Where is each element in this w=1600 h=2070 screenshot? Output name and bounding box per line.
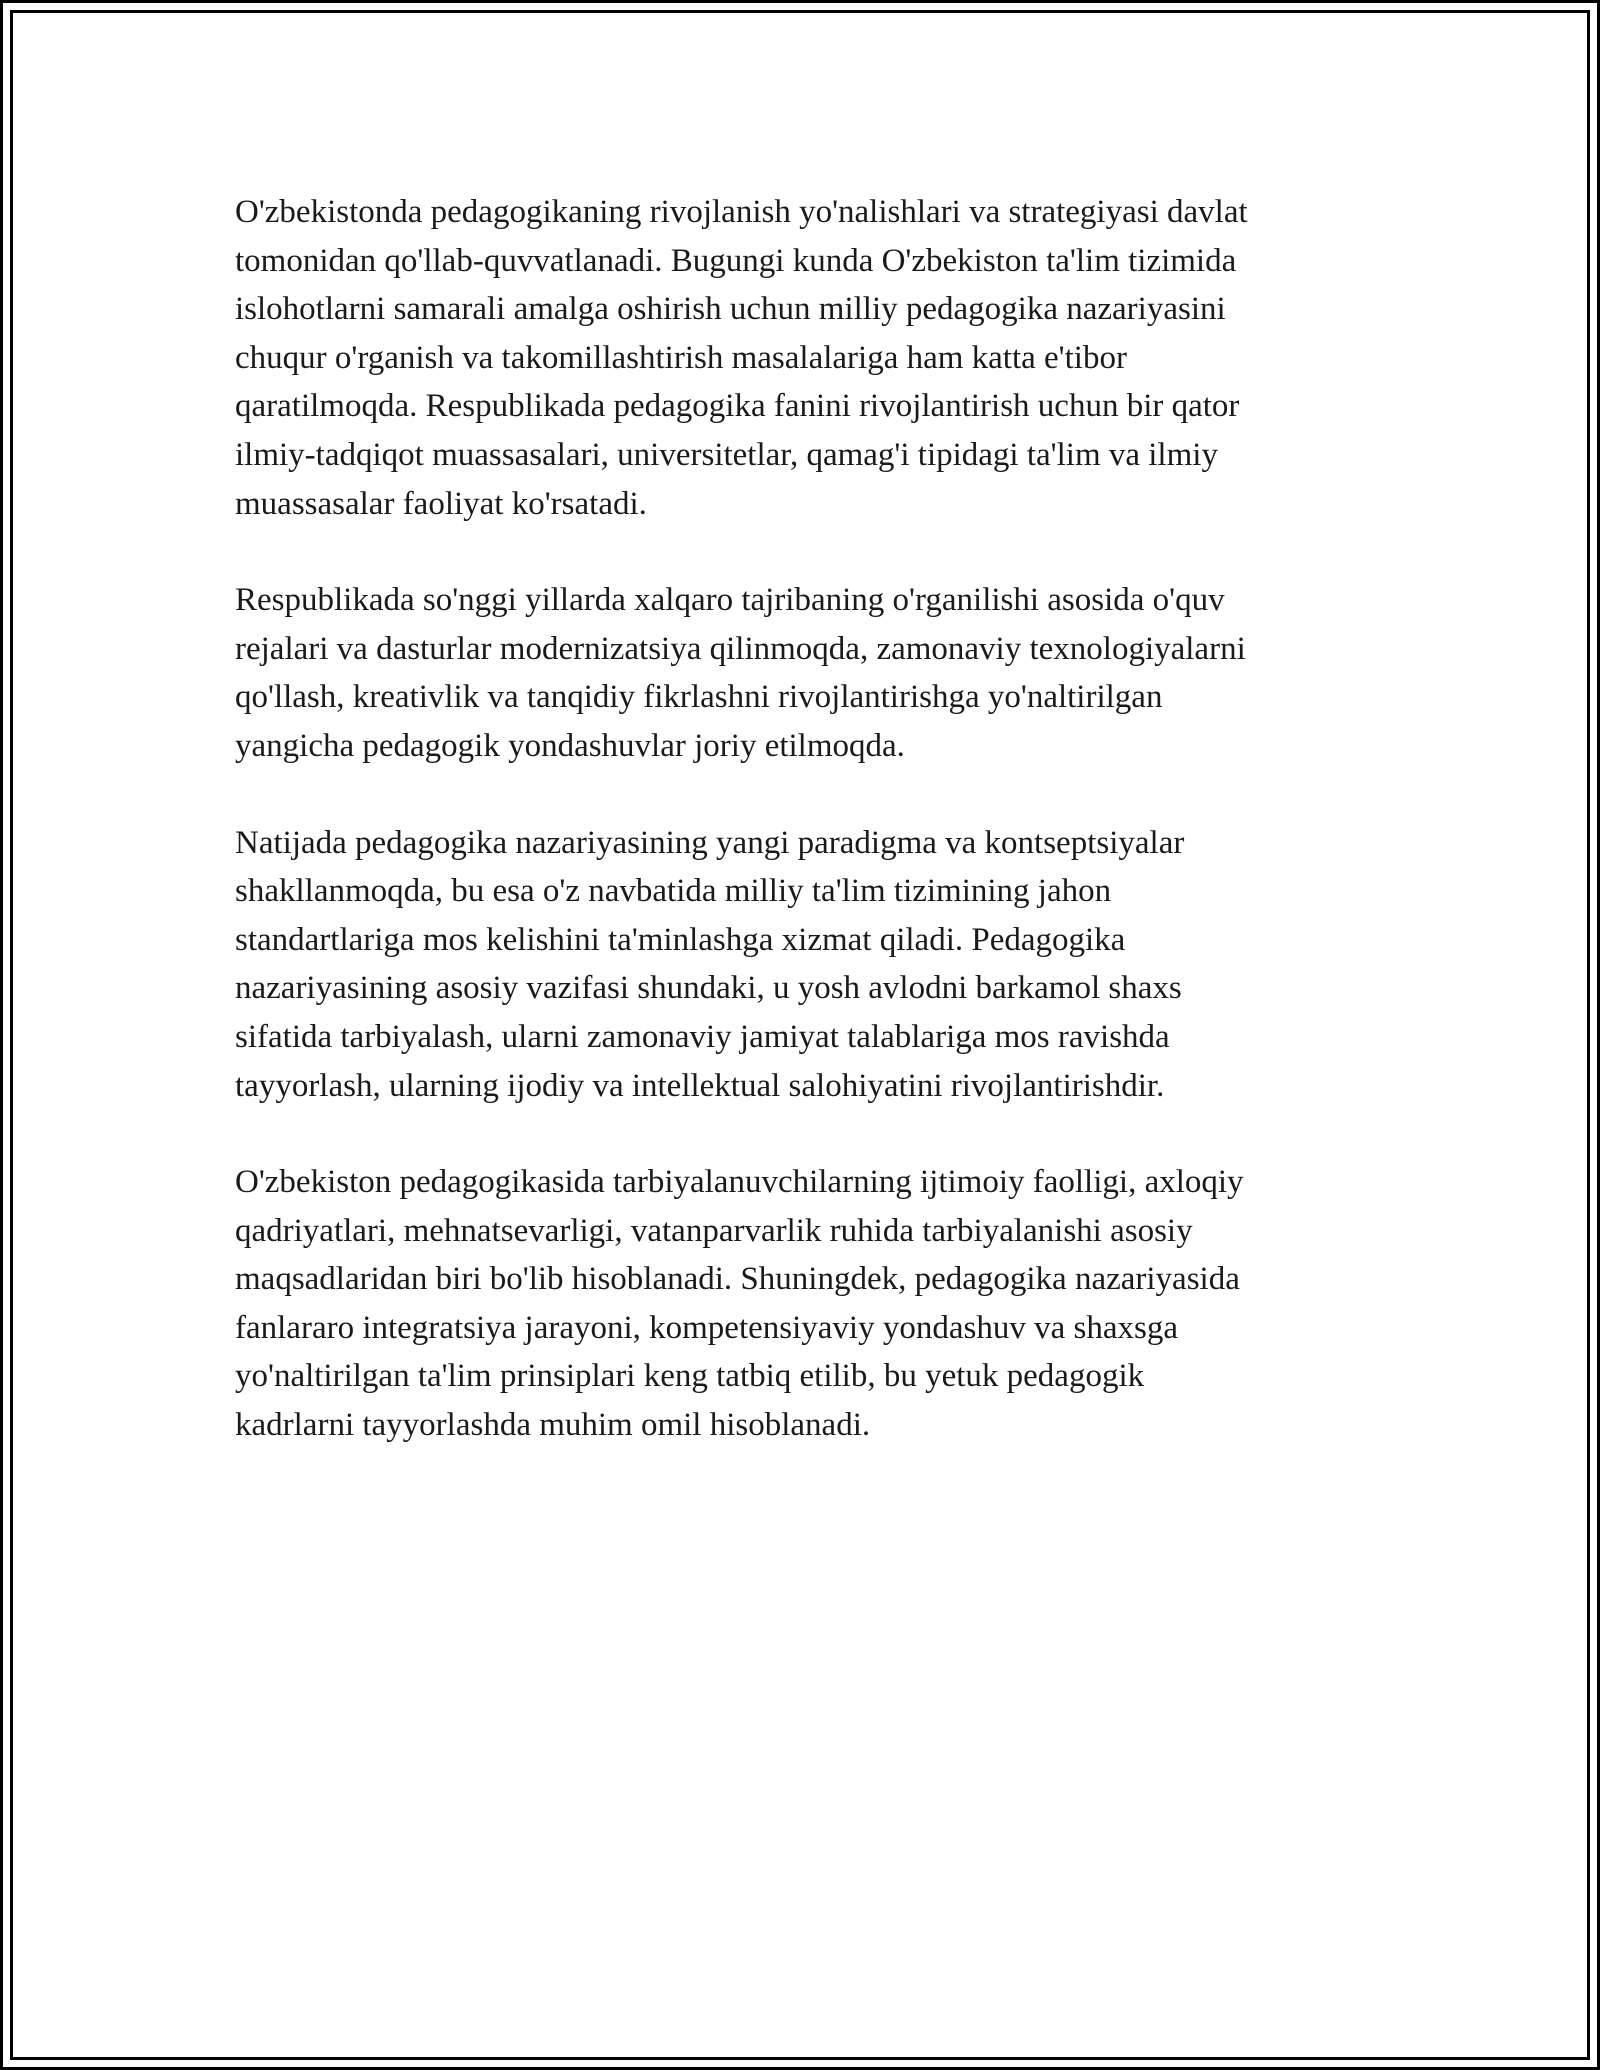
paragraph-3: Natijada pedagogika nazariyasining yangi paradigma va kontseptsiyalar shakllanmoqda, bu esa o'z navbatida milliy ta'lim tizimining jahon standartlariga mos kelishini ta'minlashga xizmat qiladi. Pedagogika nazariyasining asosiy vazifasi shundaki, u yosh avlodni barkamol shaxs sifatida tarbiyalash, ularni zamonaviy jamiyat talablariga mos ravishda tayyorlash, ularning ijodiy va intellektual salohiyatini rivojlantirishdir. bbox=[235, 824, 1185, 1104]
paragraph-1: O'zbekistonda pedagogikaning rivojlanish yo'nalishlari va strategiyasi davlat tomonidan qo'llab-quvvatlanadi. Bugungi kunda O'zbekiston ta'lim tizimida islohotlarni samarali amalga oshirish uchun milliy pedagogika nazariyasini chuqur o'rganish va takomillashtirish masalalariga ham katta e'tibor qaratilmoqda. Respublikada pedagogika fanini rivojlantirish uchun bir qator ilmiy-tadqiqot muassasalari, universitetlar, qamag'i tipidagi ta'lim va ilmiy muassasalar faoliyat ko'rsatadi. bbox=[235, 194, 1248, 522]
paragraph-4: O'zbekiston pedagogikasida tarbiyalanuvchilarning ijtimoiy faolligi, axloqiy qadriyatlari, mehnatsevarligi, vatanparvarlik ruhida tarbiyalanishi asosiy maqsadlaridan biri bo'lib hisoblanadi. Shuningdek, pedagogika nazariyasida fanlararo integratsiya jarayoni, kompetensiyaviy yondashuv va shaxsga yo'naltirilgan ta'lim prinsiplari keng tatbiq etilib, bu yetuk pedagogik kadrlarni tayyorlashda muhim omil hisoblanadi. bbox=[235, 1164, 1244, 1444]
paragraph-2: Respublikada so'nggi yillarda xalqaro tajribaning o'rganilishi asosida o'quv rejalari va dasturlar modernizatsiya qilinmoqda, zamonaviy texnologiyalarni qo'llash, kreativlik va tanqidiy fikrlashni rivojlantirishga yo'naltirilgan yangicha pedagogik yondashuvlar joriy etilmoqda. bbox=[235, 582, 1246, 764]
document-body bbox=[235, 188, 1375, 1498]
